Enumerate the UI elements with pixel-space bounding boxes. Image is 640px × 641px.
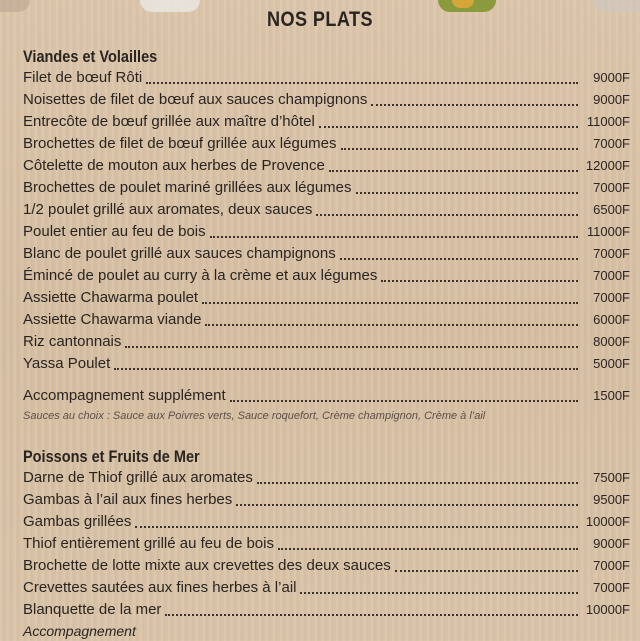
dot-leader [236, 504, 578, 506]
dot-leader [300, 592, 578, 594]
item-price: 7000F [593, 180, 630, 195]
dot-leader [125, 346, 578, 348]
item-name: Gambas à l’ail aux fines herbes [23, 491, 233, 508]
menu-item [23, 331, 630, 353]
item-name: Yassa Poulet [23, 355, 111, 372]
item-price: 9000F [593, 536, 630, 551]
menu-item [23, 221, 630, 243]
section-title: Viandes et Volailles [23, 48, 158, 66]
item-price: 10000F [585, 602, 630, 617]
item-price: 7000F [593, 268, 630, 283]
menu-item [23, 111, 630, 133]
menu-item [23, 67, 630, 89]
menu-list [23, 67, 630, 375]
dot-leader [210, 236, 578, 238]
decor-photo-left [0, 0, 30, 12]
menu-item [23, 489, 630, 511]
dot-leader [319, 126, 578, 128]
item-name: Entrecôte de bœuf grillée aux maître d’hôtel [23, 113, 315, 130]
item-price: 7000F [593, 136, 630, 151]
dot-leader [146, 82, 578, 84]
item-price: 8000F [593, 334, 630, 349]
menu-item [23, 467, 630, 489]
item-name: Accompagnement supplément [23, 387, 226, 404]
item-name: Émincé de poulet au curry à la crème et aux légumes [23, 267, 378, 284]
item-price: 6000F [593, 312, 630, 327]
dot-leader [340, 258, 578, 260]
menu-item [23, 533, 630, 555]
section-title: Poissons et Fruits de Mer [23, 448, 200, 466]
menu-item [23, 353, 630, 375]
dot-leader [278, 548, 578, 550]
item-name: Crevettes sautées aux fines herbes à l’ail [23, 579, 297, 596]
item-price: 7500F [593, 470, 630, 485]
dot-leader [316, 214, 578, 216]
dot-leader [395, 570, 578, 572]
dot-leader [371, 104, 578, 106]
menu-item [23, 287, 630, 309]
section-poissons-fruits-de-mer [23, 448, 630, 641]
dot-leader [202, 302, 578, 304]
item-name: Poulet entier au feu de bois [23, 223, 206, 240]
dot-leader [341, 148, 579, 150]
item-price: 9500F [593, 492, 630, 507]
menu-item [23, 243, 630, 265]
item-name: Darne de Thiof grillé aux aromates [23, 469, 253, 486]
item-price: 7000F [593, 290, 630, 305]
menu-item [23, 133, 630, 155]
item-name: Noisettes de filet de bœuf aux sauces champignons [23, 91, 368, 108]
dot-leader [329, 170, 578, 172]
menu-item [23, 89, 630, 111]
menu-item [23, 199, 630, 221]
menu-item [23, 265, 630, 287]
item-name: Blanc de poulet grillé aux sauces champignons [23, 245, 336, 262]
menu-item [23, 309, 630, 331]
menu-item [23, 177, 630, 199]
item-name: Thiof entièrement grillé au feu de bois [23, 535, 274, 552]
dot-leader [135, 526, 578, 528]
item-name: Assiette Chawarma viande [23, 311, 202, 328]
menu-list [23, 467, 630, 621]
menu-item [23, 155, 630, 177]
menu-item [23, 555, 630, 577]
item-price: 5000F [593, 356, 630, 371]
item-price: 11000F [586, 114, 630, 129]
dot-leader [356, 192, 578, 194]
item-name: Brochettes de poulet mariné grillées aux légumes [23, 179, 352, 196]
item-name: Brochette de lotte mixte aux crevettes des deux sauces [23, 557, 391, 574]
item-name: Assiette Chawarma poulet [23, 289, 199, 306]
supplement-item [23, 385, 630, 407]
item-price: 10000F [585, 514, 630, 529]
item-name: Gambas grillées [23, 513, 132, 530]
dot-leader [381, 280, 578, 282]
menu-item [23, 599, 630, 621]
item-price: 11000F [586, 224, 630, 239]
menu-item [23, 577, 630, 599]
item-price: 1500F [593, 388, 630, 403]
dot-leader [114, 368, 578, 370]
item-price: 7000F [593, 246, 630, 261]
sauces-note: Sauces au choix : Sauce aux Poivres verts, Sauce roquefort, Crème champignon, Crème à l’ail [23, 410, 486, 422]
dot-leader [205, 324, 578, 326]
item-price: 9000F [593, 70, 630, 85]
item-price: 9000F [593, 92, 630, 107]
page-title: NOS PLATS [267, 8, 373, 31]
dot-leader [165, 614, 578, 616]
accompagnement-label: Accompagnement [23, 623, 136, 639]
item-name: Riz cantonnais [23, 333, 122, 350]
decor-photo-right [592, 0, 640, 12]
item-price: 6500F [593, 202, 630, 217]
item-name: Brochettes de filet de bœuf grillée aux légumes [23, 135, 337, 152]
spacer [23, 375, 630, 385]
menu-item [23, 511, 630, 533]
section-viandes-volailles [23, 48, 630, 425]
dot-leader [230, 400, 578, 402]
item-price: 7000F [593, 558, 630, 573]
dot-leader [257, 482, 578, 484]
item-name: 1/2 poulet grillé aux aromates, deux sauces [23, 201, 313, 218]
item-name: Filet de bœuf Rôti [23, 69, 143, 86]
item-price: 7000F [593, 580, 630, 595]
item-name: Côtelette de mouton aux herbes de Provence [23, 157, 325, 174]
item-name: Blanquette de la mer [23, 601, 162, 618]
item-price: 12000F [585, 158, 630, 173]
